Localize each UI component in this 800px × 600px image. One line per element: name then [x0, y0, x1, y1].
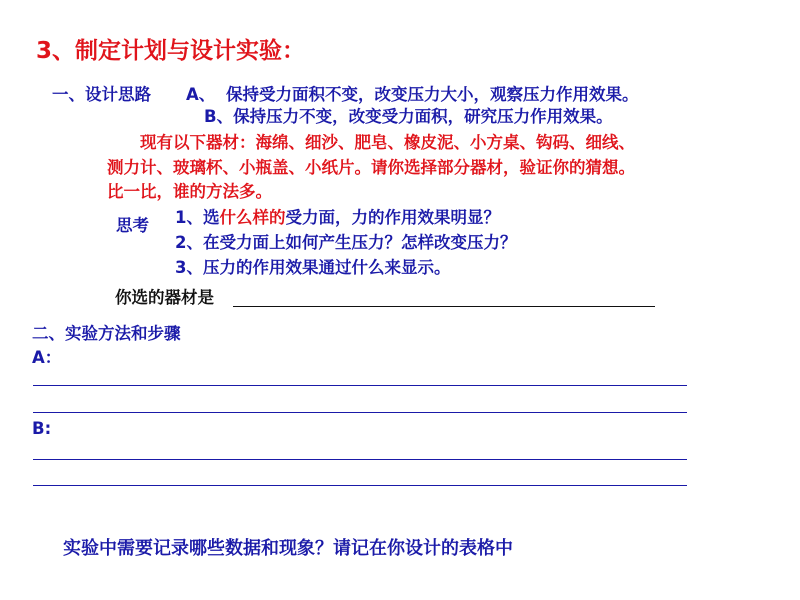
method-a-label: A： [32, 348, 62, 367]
design-heading: 一、设计思路 [52, 85, 151, 104]
think-q1-part-b: 什么样的 [219, 208, 286, 227]
think-q1-part-a: 1、选 [175, 208, 220, 227]
page-title: 3、制定计划与设计实验： [36, 38, 306, 64]
think-label: 思考 [116, 216, 149, 235]
footer-instruction: 实验中需要记录哪些数据和现象？请记在你设计的表格中 [63, 538, 513, 559]
chosen-materials-blank[interactable] [233, 306, 655, 307]
think-question-1 [175, 207, 500, 229]
design-a-text: 保持受力面积不变，改变压力大小，观察压力作用效果。 [226, 85, 639, 104]
chosen-materials-label: 你选的器材是 [115, 288, 214, 307]
think-q1-part-c: 受力面，力的作用效果明显？ [285, 208, 500, 227]
design-b-text: B、保持压力不变，改变受力面积，研究压力作用效果。 [204, 107, 613, 126]
method-b-blank-1[interactable] [33, 459, 687, 460]
materials-line-2: 测力计、玻璃杯、小瓶盖、小纸片。请你选择部分器材，验证你的猜想。 [107, 158, 635, 177]
think-question-3: 3、压力的作用效果通过什么来显示。 [175, 258, 451, 277]
method-heading: 二、实验方法和步骤 [32, 324, 181, 343]
method-a-blank-2[interactable] [33, 412, 687, 413]
method-a-blank-1[interactable] [33, 385, 687, 386]
materials-line-1: 现有以下器材：海绵、细沙、肥皂、橡皮泥、小方桌、钩码、细线、 [140, 133, 635, 152]
method-b-label: B: [32, 419, 52, 438]
materials-line-3: 比一比，谁的方法多。 [107, 182, 272, 201]
method-b-blank-2[interactable] [33, 485, 687, 486]
think-question-2: 2、在受力面上如何产生压力？怎样改变压力？ [175, 233, 517, 252]
design-a-label: A、 [186, 85, 216, 104]
